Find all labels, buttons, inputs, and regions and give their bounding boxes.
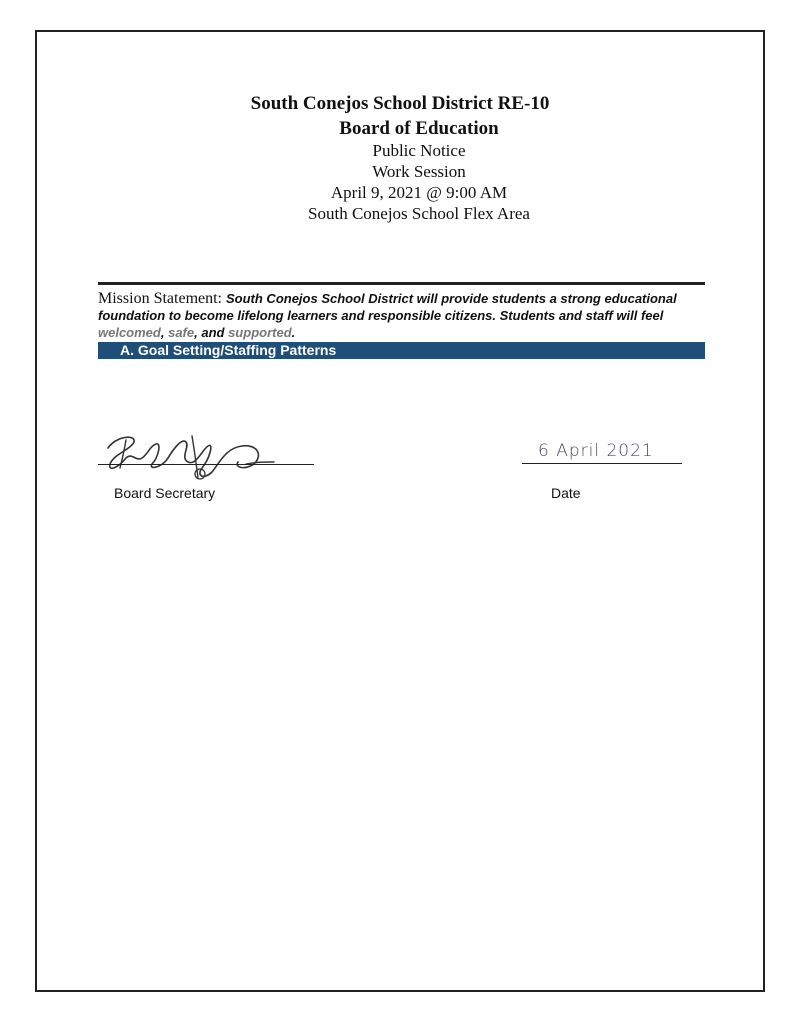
mission-supported: supported (228, 325, 292, 340)
board-secretary-label: Board Secretary (114, 485, 216, 501)
signature-line (98, 464, 314, 465)
mission-sep1: , (160, 325, 169, 340)
mission-sep2: , and (194, 325, 229, 340)
handwritten-date: 6 April 2021 (538, 441, 654, 461)
date-line (522, 463, 682, 464)
district-title: South Conejos School District RE-10 (250, 93, 550, 114)
mission-safe: safe (168, 325, 195, 340)
date-label: Date (551, 485, 581, 501)
meeting-date: April 9, 2021 @ 9:00 AM (330, 183, 508, 202)
mission-text-main: South Conejos School District will provide students a strong educational foundation to become lifelong learners and responsible citizens. Students and staff will feel (98, 291, 677, 323)
agenda-item-a: A. Goal Setting/Staffing Patterns (98, 342, 705, 359)
section-divider (98, 282, 705, 285)
notice-type: Public Notice (372, 141, 466, 160)
mission-end: . (291, 325, 296, 340)
secretary-signature (96, 428, 276, 484)
meeting-location: South Conejos School Flex Area (308, 204, 530, 223)
session-type: Work Session (372, 162, 466, 181)
mission-welcomed: welcomed (98, 325, 161, 340)
mission-label: Mission Statement: (98, 290, 222, 307)
mission-statement (98, 290, 708, 341)
board-title: Board of Education (339, 118, 499, 139)
